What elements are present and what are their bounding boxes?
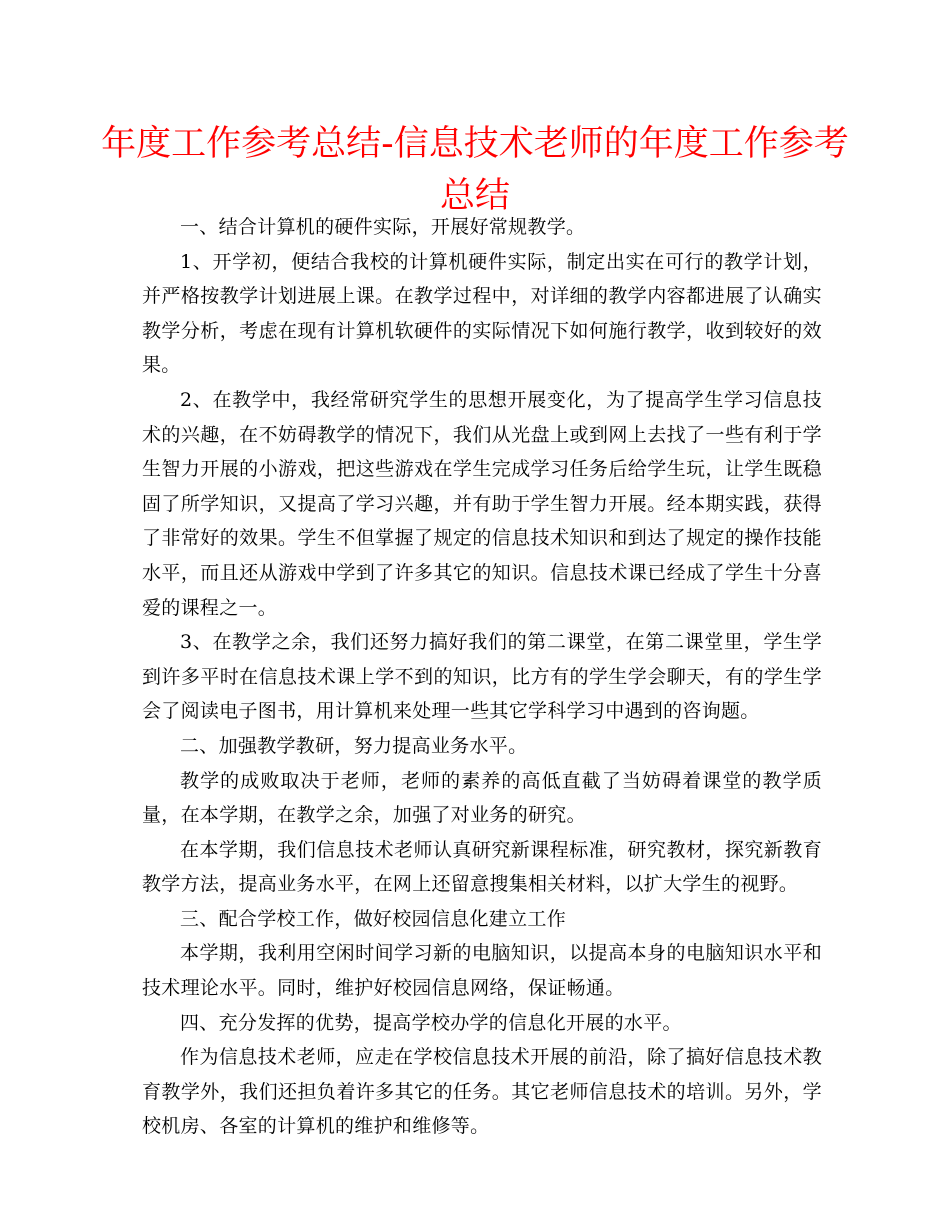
paragraph-item-2: 2、在教学中，我经常研究学生的思想开展变化，为了提高学生学习信息技术的兴趣，在不妨碍教学的情况下，我们从光盘上或到网上去找了一些有利于学生智力开展的小游戏，把这些游戏在学生完成学习任务后给学生玩，让学生既稳固了所学知识，又提高了学习兴趣，并有助于学生智力开展。经本期实践，获得了非常好的效果。学生不但掌握了规定的信息技术知识和到达了规定的操作技能水平，而且还从游戏中学到了许多其它的知识。信息技术课已经成了学生十分喜爱的课程之一。 bbox=[142, 388, 822, 619]
document-body bbox=[142, 210, 822, 1144]
paragraph-item-1: 1、开学初，便结合我校的计算机硬件实际，制定出实在可行的教学计划，并严格按教学计划进展上课。在教学过程中，对详细的教学内容都进展了认确实教学分析，考虑在现有计算机软硬件的实际情况下如何施行教学，收到较好的效果。 bbox=[142, 250, 822, 377]
paragraph-section-1-heading: 一、结合计算机的硬件实际，开展好常规教学。 bbox=[180, 216, 586, 238]
paragraph-teaching-quality: 教学的成败取决于老师，老师的素养的高低直截了当妨碍着课堂的教学质量，在本学期，在教学之余，加强了对业务的研究。 bbox=[142, 769, 822, 827]
document-title: 年度工作参考总结-信息技术老师的年度工作参考总结 bbox=[101, 124, 849, 216]
paragraph-section-3-heading: 三、配合学校工作，做好校园信息化建立工作 bbox=[180, 907, 567, 930]
paragraph-item-3: 3、在教学之余，我们还努力搞好我们的第二课堂，在第二课堂里，学生学到许多平时在信息技术课上学不到的知识，比方有的学生学会聊天，有的学生学会了阅读电子图书，用计算机来处理一些其它学科学习中遇到的咨询题。 bbox=[142, 631, 822, 723]
paragraph-section-2-heading: 二、加强教学教研，努力提高业务水平。 bbox=[180, 734, 528, 757]
paragraph-curriculum-study: 在本学期，我们信息技术老师认真研究新课程标准，研究教材，探究新教育教学方法，提高业务水平，在网上还留意搜集相关材料，以扩大学生的视野。 bbox=[142, 838, 822, 896]
paragraph-section-4-heading: 四、充分发挥的优势，提高学校办学的信息化开展的水平。 bbox=[180, 1011, 682, 1034]
paragraph-other-duties: 作为信息技术老师，应走在学校信息技术开展的前沿，除了搞好信息技术教育教学外，我们还担负着许多其它的任务。其它老师信息技术的培训。另外，学校机房、各室的计算机的维护和维修等。 bbox=[142, 1046, 822, 1138]
paragraph-self-study: 本学期，我利用空闲时间学习新的电脑知识，以提高本身的电脑知识水平和技术理论水平。同时，维护好校园信息网络，保证畅通。 bbox=[142, 942, 822, 1000]
